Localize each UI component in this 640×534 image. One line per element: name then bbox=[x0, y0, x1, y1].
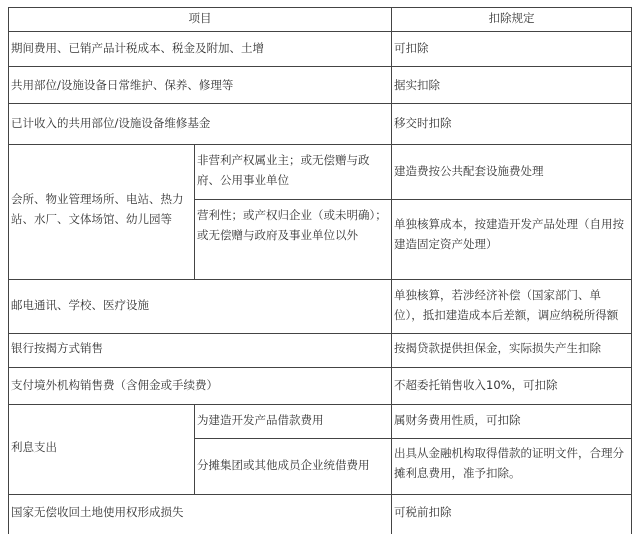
row-divider bbox=[8, 279, 632, 280]
row-rule: 移交时扣除 bbox=[394, 116, 452, 130]
row-condition: 非营利产权属业主；或无偿赠与政府、公用事业单位 bbox=[197, 153, 370, 187]
row-item: 邮电通讯、学校、医疗设施 bbox=[11, 298, 149, 312]
row-item: 已计收入的共用部位/设施设备维修基金 bbox=[11, 116, 211, 130]
row-rule: 可扣除 bbox=[394, 41, 429, 55]
row-divider bbox=[8, 404, 632, 405]
row-divider bbox=[8, 333, 632, 334]
row-rule: 单独核算，若涉经济补偿（国家部门、单位），抵扣建造成本后差额，调应纳税所得额 bbox=[394, 288, 619, 322]
row-divider bbox=[8, 144, 632, 145]
row-rule: 单独核算成本，按建造开发产品处理（自用按建造固定资产处理） bbox=[394, 217, 624, 251]
header-rule: 扣除规定 bbox=[488, 11, 535, 25]
table-border-right bbox=[631, 7, 632, 534]
row-item: 支付境外机构销售费（含佣金或手续费） bbox=[11, 378, 218, 392]
row-divider bbox=[8, 367, 632, 368]
header-item: 项目 bbox=[188, 11, 212, 25]
row-divider bbox=[8, 103, 632, 104]
row-item: 利息支出 bbox=[11, 440, 57, 454]
row-divider bbox=[8, 494, 632, 495]
row-rule: 属财务费用性质，可扣除 bbox=[394, 413, 521, 427]
row-rule: 建造费按公共配套设施费处理 bbox=[394, 164, 544, 178]
row-condition: 为建造开发产品借款费用 bbox=[197, 413, 324, 427]
sub-row-divider bbox=[194, 199, 632, 200]
row-rule: 不超委托销售收入10%，可扣除 bbox=[394, 378, 558, 392]
row-condition: 营利性；或产权归企业（或未明确）；或无偿赠与政府及事业单位以外 bbox=[197, 208, 387, 242]
sub-row-divider bbox=[194, 438, 632, 439]
row-divider bbox=[8, 31, 632, 32]
row-condition: 分摊集团或其他成员企业统借费用 bbox=[197, 458, 370, 472]
row-rule: 按揭贷款提供担保金，实际损失产生扣除 bbox=[394, 341, 601, 355]
row-divider bbox=[8, 66, 632, 67]
row-item: 国家无偿收回土地使用权形成损失 bbox=[11, 505, 184, 519]
row-rule: 据实扣除 bbox=[394, 78, 440, 92]
row-rule: 可税前扣除 bbox=[394, 505, 452, 519]
row-item: 银行按揭方式销售 bbox=[11, 341, 103, 355]
row-item: 期间费用、已销产品计税成本、税金及附加、土增 bbox=[11, 41, 264, 55]
row-item: 会所、物业管理场所、电站、热力站、水厂、文体场馆、幼儿园等 bbox=[11, 192, 184, 226]
row-rule: 出具从金融机构取得借款的证明文件，合理分摊利息费用，准予扣除。 bbox=[394, 446, 624, 480]
row-item: 共用部位/设施设备日常维护、保养、修理等 bbox=[11, 78, 234, 92]
